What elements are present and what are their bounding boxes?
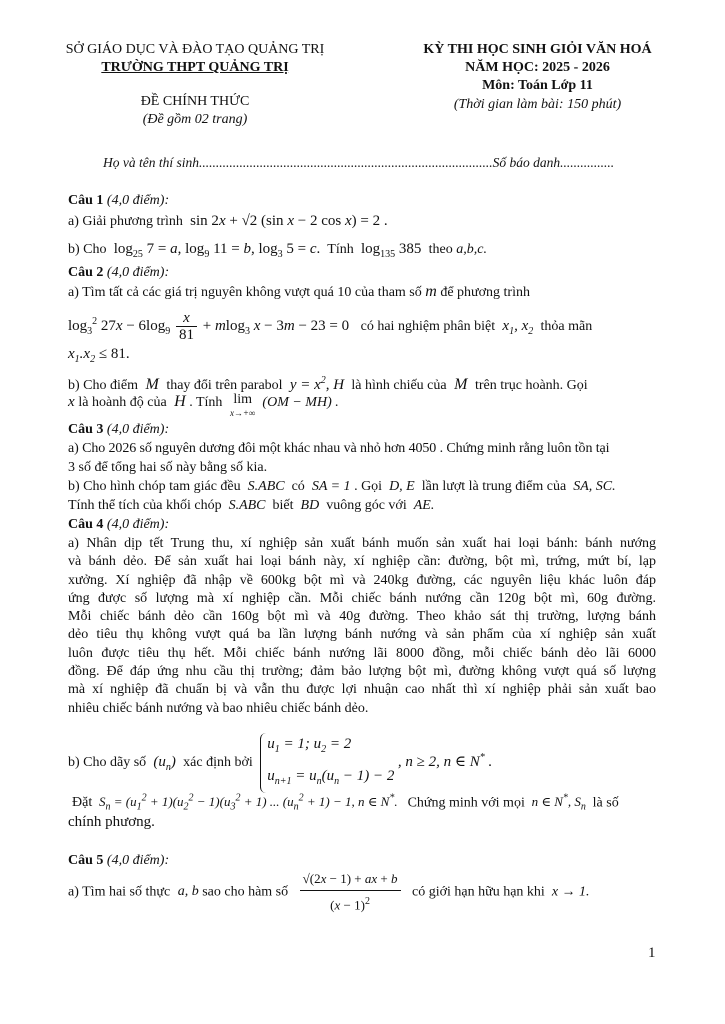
- q5-a-end: có giới hạn hữu hạn khi: [412, 884, 545, 900]
- q3-b-line2-c: vuông góc với: [326, 498, 407, 513]
- q2-a-end: thỏa mãn: [540, 319, 593, 334]
- q4-heading: [68, 516, 658, 534]
- q4-a-line: mà xí nghiệp đã chuẩn bị và vẫn thu được lợi nhuận cao nhất thì xí nghiệp phải sản xuất bao: [68, 682, 656, 698]
- q2-b-text1: b) Cho điểm: [68, 378, 138, 393]
- q4-b-prove: Chứng minh với mọi: [407, 795, 525, 811]
- page-count-note: (Đề gồm 02 trang): [142, 112, 248, 127]
- q5-title: Câu 5: [68, 853, 104, 868]
- q1-b-logs: $\log_{25} 7 = a$, $\log_9 11 = b$, $\log_3 5 = c$.: [110, 241, 325, 260]
- q4-b-line2: Đặt $S_n = (u_1^2 + 1)(u_2^2 - 1)(u_3^2 + 1)$ ... $(u_n^2 + 1) - 1$, n ∈ N*. Chứng minh với mọi n ∈ N*, $S_n$ là số: [72, 793, 619, 813]
- q5-a-prefix: a) Tìm hai số thực: [68, 884, 171, 900]
- q3-b-line2-a: Tính thể tích của khối chóp: [68, 498, 222, 513]
- q2-a-cond-expr: $x_1.x_2$ ≤: [68, 346, 111, 365]
- q2-a-line3: [68, 345, 658, 369]
- q2-a-cond: 81.: [110, 346, 130, 362]
- q4-a-line: luôn được tiêu thụ hết. Mỗi chiếc bánh nướng lãi 8000 đồng, mỗi chiếc bánh dẻo lãi 6000: [68, 645, 656, 661]
- q2-b-text2: thay đổi trên parabol: [166, 378, 283, 393]
- q2-b-line1: b) Cho điểm M thay đổi trên parabol $y = x^2$, H là hình chiếu của M trên trục hoành. Gọi: [68, 375, 588, 393]
- q4-a-line: nhiêu chiếc bánh nướng và bao nhiêu chiếc bánh dẻo.: [68, 700, 369, 716]
- q2-a-text: a) Tìm tất cả các giá trị nguyên không vượt quá 10 của tham số: [68, 285, 422, 300]
- q4-a-line: Mỗi chiếc bánh dẻo cần 160g bột mì và 40g đường. Theo khảo sát thị trường, lượng bánh: [68, 609, 656, 625]
- q5-a: a) Tìm hai số thực a, b sao cho hàm số $\frac{√(2x - 1) + ax + b}{(x - 1)^2}$ có giới hạn hữu hạn khi x → 1.: [68, 868, 658, 916]
- q2-b-line2-a: là hoành độ của: [78, 395, 167, 410]
- q1-points: (4,0 điểm):: [106, 193, 170, 208]
- q3-b-line1: b) Cho hình chóp tam giác đều S.ABC có SA = 1 . Gọi D, E lần lượt là trung điểm của SA, SC.: [68, 479, 616, 494]
- q1-a: [68, 212, 658, 231]
- q3-b-line1-a: b) Cho hình chóp tam giác đều: [68, 479, 241, 494]
- q2-heading: [68, 264, 658, 282]
- q4-b-mid: xác định bởi: [183, 755, 253, 771]
- q4-b-line1: b) Cho dãy số $(u_n)$ xác định bởi $u_1 = 1$; $u_2 = 2$ $u_{n+1} = u_n(u_n - 1) - 2$ , n ≥ 2, n ∈ N* .: [68, 733, 658, 793]
- q1-a-prefix: a) Giải phương trình: [68, 214, 183, 229]
- q4-b-def: Đặt: [72, 795, 93, 811]
- q2-b-limit: lim x→+∞: [229, 392, 256, 418]
- q1-heading: [68, 192, 658, 210]
- department-name: SỞ GIÁO DỤC VÀ ĐÀO TẠO QUẢNG TRỊ: [65, 42, 325, 57]
- q3-b-line1-d: lần lượt là trung điểm của: [421, 479, 567, 494]
- q4-a-line: đồng. Để đáp ứng nhu cầu thị trường; đảm bảo lượng bột mì, đường không vượt quá số lượng: [68, 664, 656, 680]
- q3-b-line2: Tính thể tích của khối chóp S.ABC biết BD vuông góc với AE.: [68, 498, 435, 513]
- q4-title: Câu 4: [68, 517, 104, 532]
- q4-points: (4,0 điểm):: [106, 517, 170, 532]
- q1-b-target: $\log_{135} 385$: [357, 241, 426, 260]
- q2-b-text4: trên trục hoành. Gọi: [474, 378, 588, 393]
- official-label: ĐỀ CHÍNH THỨC: [140, 94, 250, 109]
- q1-b-suffix: theo: [428, 242, 453, 257]
- q2-b-text3: là hình chiếu của: [351, 378, 447, 393]
- school-year: NĂM HỌC: 2025 - 2026: [465, 60, 610, 75]
- subject: Môn: Toán Lớp 11: [482, 78, 593, 93]
- q1-b-mid: Tính: [327, 242, 354, 257]
- q4-a-line: a) Nhân dịp tết Trung thu, xí nghiệp sản xuất bánh muốn sản xuất hai loại bánh: bánh nướng: [68, 536, 656, 551]
- q3-b-line2-b: biết: [272, 498, 294, 513]
- q4-b-prove-end: là số: [592, 795, 619, 811]
- q2-a-line2: [68, 305, 658, 349]
- q3-title: Câu 3: [68, 422, 104, 437]
- q3-a-line1: a) Cho 2026 số nguyên dương đôi một khác nhau và nhỏ hơn 4050 . Chứng minh rằng luôn tồn tại: [68, 441, 610, 456]
- exam-title: KỲ THI HỌC SINH GIỎI VĂN HOÁ: [423, 42, 652, 57]
- q4-a-line: ứng được số lượng mà xí nghiệp cần. Mỗi chiếc bánh nướng cần 120g bột mì, 60g đường.: [68, 590, 656, 606]
- q2-a-line1: [68, 283, 658, 302]
- q3-b-line1-c: . Gọi: [354, 479, 383, 494]
- q4-b-system: $u_1 = 1$; $u_2 = 2$ $u_{n+1} = u_n(u_n - 1) - 2$: [260, 733, 394, 793]
- q1-b: [68, 240, 658, 264]
- q4-a-line: và bánh dẻo. Để sản xuất hai loại bánh này, xí nghiệp cần: đường, bột mì, trứng, mứt bí, lạp: [68, 554, 656, 570]
- q4-a-paragraph: [68, 535, 656, 718]
- q4-a-line: xưởng. Xí nghiệp đã nhập về 600kg bột mì và 240kg đường, các nguyên liệu khác luôn đáp: [68, 572, 656, 588]
- q4-b-prefix: b) Cho dãy số: [68, 755, 147, 771]
- page-number: 1: [648, 945, 656, 961]
- q3-heading: [68, 421, 658, 439]
- q2-a-mid: có hai nghiệm phân biệt: [360, 319, 496, 334]
- school-name: TRƯỜNG THPT QUẢNG TRỊ: [101, 60, 289, 75]
- q3-a-line2: 3 số để tổng hai số này bằng số kia.: [68, 460, 268, 475]
- q3-points: (4,0 điểm):: [106, 422, 170, 437]
- q5-a-function: $\frac{√(2x - 1) + ax + b}{(x - 1)^2}$: [300, 868, 401, 916]
- q2-b-line2: x là hoành độ của H . Tính lim x→+∞ (OM − MH) .: [68, 392, 339, 418]
- q1-a-equation: sin 2x + √2 (sin x − 2 cos x) = 2 .: [186, 213, 388, 229]
- q2-a-param: m: [425, 283, 437, 300]
- q3-b-line1-b: có: [291, 479, 305, 494]
- duration: (Thời gian làm bài: 150 phút): [453, 97, 622, 112]
- q4-a-line: dẻo tiêu thụ không vượt quá ba lần lượng bánh nướng và sản phẩm của xí nghiệp sản xuất: [68, 627, 656, 643]
- q2-a-text2: để phương trình: [440, 285, 530, 300]
- q5-points: (4,0 điểm):: [106, 853, 170, 868]
- q2-points: (4,0 điểm):: [106, 265, 170, 280]
- q4-b-line3: chính phương.: [68, 814, 155, 830]
- q1-b-prefix: b) Cho: [68, 242, 107, 257]
- q1-title: Câu 1: [68, 193, 104, 208]
- q2-a-roots: $x_1$, $x_2$: [498, 318, 534, 337]
- q5-a-mid: sao cho hàm số: [202, 884, 289, 900]
- q2-a-equation: $\log_3^2 27x - 6\log_9$ $\frac{x}{81}$ + mlog$_3$ x − 3m − 23 = 0: [68, 310, 350, 344]
- q2-title: Câu 2: [68, 265, 104, 280]
- q1-b-vars: a,b,c.: [456, 242, 487, 257]
- q5-a-vars: a, b: [177, 884, 199, 900]
- q2-b-line2-b: . Tính: [189, 395, 223, 410]
- student-info-line: Họ và tên thí sinh.......................................................................................Số báo danh................: [103, 155, 615, 170]
